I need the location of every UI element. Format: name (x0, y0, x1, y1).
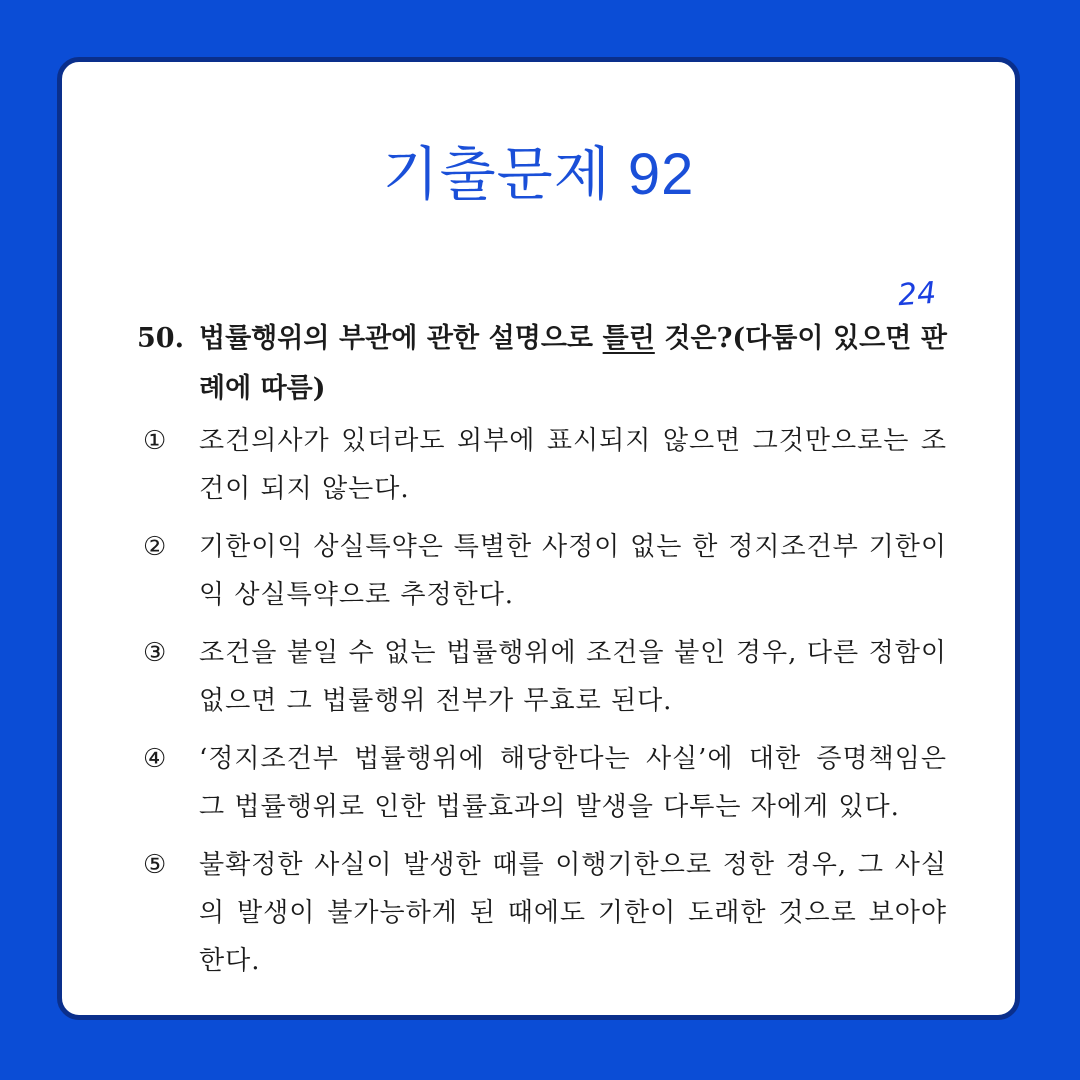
page-title: 기출문제 92 (382, 142, 695, 207)
option-number: ① (143, 426, 167, 456)
option-3 (137, 629, 947, 725)
option-number: ④ (143, 744, 167, 774)
option-5 (137, 841, 947, 985)
question-text-before: 법률행위의 부관에 관한 설명으로 (199, 323, 603, 354)
question-number: 50. (137, 323, 184, 354)
option-text: 불확정한 사실이 발생한 때를 이행기한으로 정한 경우, 그 사실의 발생이 불가능하게 된 때에도 기한이 도래한 것으로 보아야 한다. (199, 850, 947, 976)
option-2 (137, 523, 947, 619)
question-text-after: 것은?(다툼이 있으면 판례에 따름) (199, 323, 947, 404)
answer-options (137, 417, 947, 995)
option-4 (137, 735, 947, 831)
question-emphasis: 틀린 (602, 323, 655, 354)
option-text: 조건의사가 있더라도 외부에 표시되지 않으면 그것만으로는 조건이 되지 않는다. (199, 426, 947, 504)
option-number: ⑤ (143, 850, 167, 880)
option-text: 기한이익 상실특약은 특별한 사정이 없는 한 정지조건부 기한이익 상실특약으로 추정한다. (199, 532, 947, 610)
option-text: 조건을 붙일 수 없는 법률행위에 조건을 붙인 경우, 다른 정함이 없으면 그 법률행위 전부가 무효로 된다. (199, 638, 947, 716)
option-number: ② (143, 532, 167, 562)
handwritten-note: 24 (896, 275, 938, 314)
question-stem (137, 314, 947, 414)
option-number: ③ (143, 638, 167, 668)
option-1 (137, 417, 947, 513)
option-text: ‘정지조건부 법률행위에 해당한다는 사실’에 대한 증명책임은 그 법률행위로 인한 법률효과의 발생을 다투는 자에게 있다. (199, 744, 947, 822)
question-text (199, 314, 947, 414)
question-card (57, 57, 1020, 1020)
